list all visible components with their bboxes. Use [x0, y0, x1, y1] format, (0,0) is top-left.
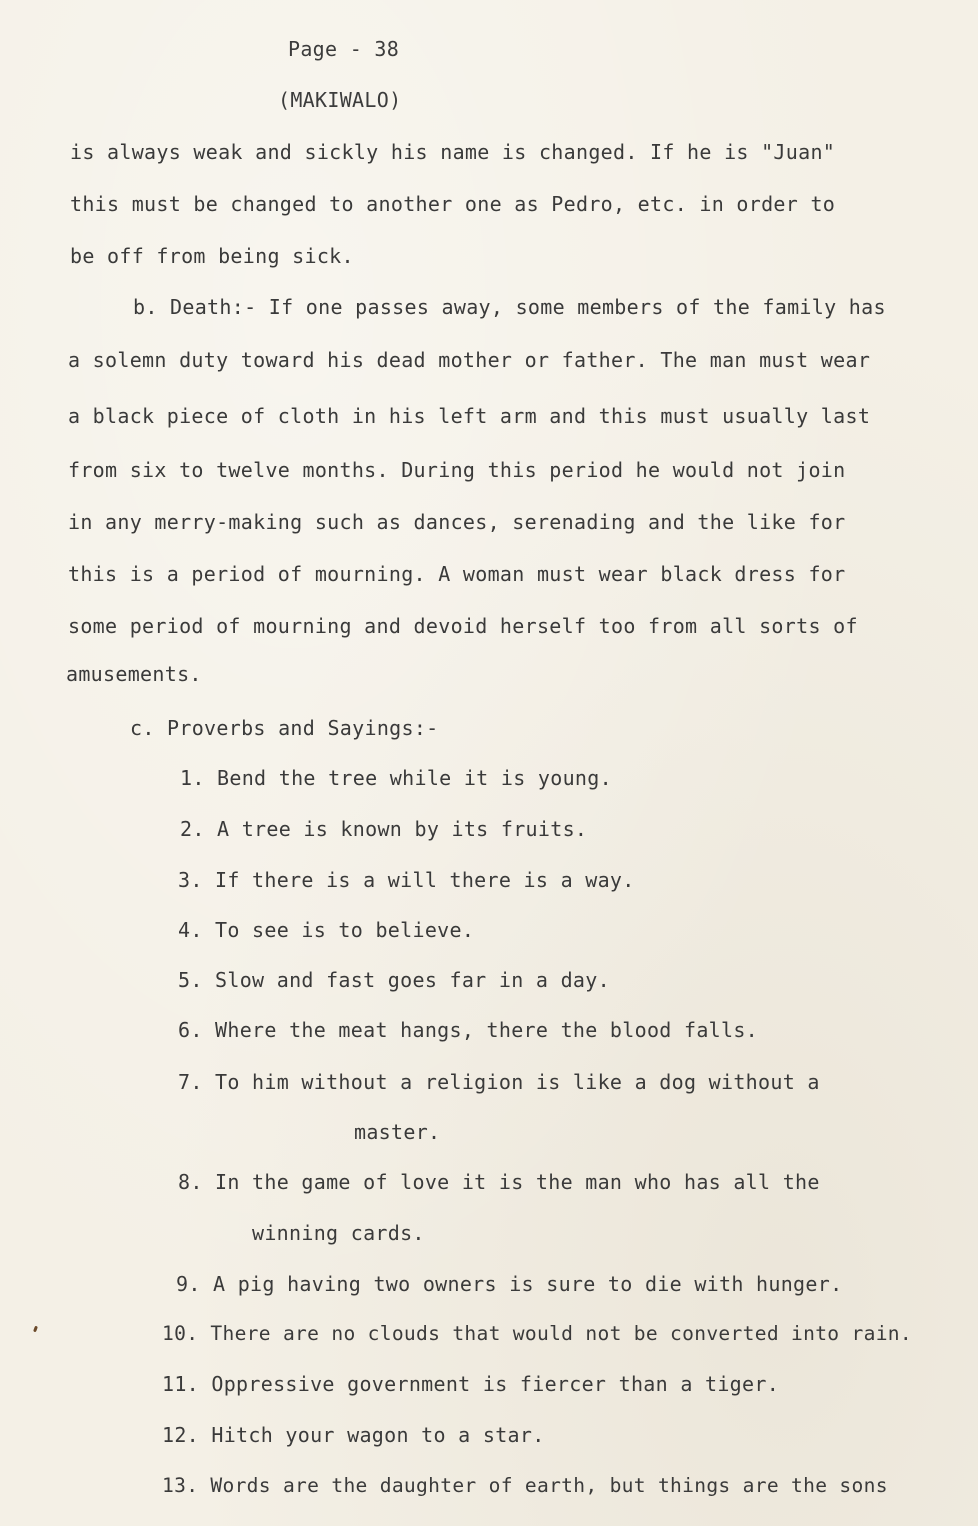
proverb-item: 10. There are no clouds that would not be converted into rain.: [162, 1322, 912, 1345]
body-line: a solemn duty toward his dead mother or father. The man must wear: [68, 348, 871, 372]
proverb-item: 4. To see is to believe.: [178, 918, 475, 942]
proverb-item: 2. A tree is known by its fruits.: [180, 817, 588, 841]
body-line: amusements.: [66, 662, 202, 686]
proverb-continuation: winning cards.: [252, 1221, 425, 1245]
body-line: in any merry-making such as dances, serenading and the like for: [68, 510, 846, 534]
proverb-continuation: master.: [354, 1120, 441, 1144]
section-heading: c. Proverbs and Sayings:-: [130, 716, 439, 740]
page-number: Page - 38: [288, 37, 400, 61]
paper-speck: [33, 1326, 38, 1333]
proverb-item: 13. Words are the daughter of earth, but things are the sons: [162, 1474, 888, 1497]
body-line: is always weak and sickly his name is changed. If he is "Juan": [70, 140, 836, 164]
proverb-item: 3. If there is a will there is a way.: [178, 868, 635, 892]
body-line: be off from being sick.: [70, 244, 354, 268]
body-line: from six to twelve months. During this period he would not join: [68, 458, 846, 482]
body-line: this is a period of mourning. A woman must wear black dress for: [68, 562, 846, 586]
proverb-item: 6. Where the meat hangs, there the blood falls.: [178, 1018, 759, 1042]
page-subtitle: (MAKIWALO): [278, 88, 402, 112]
proverb-item: 7. To him without a religion is like a dog without a: [178, 1070, 820, 1094]
proverb-item: 5. Slow and fast goes far in a day.: [178, 968, 610, 992]
body-line: b. Death:- If one passes away, some members of the family has: [133, 295, 886, 319]
proverb-item: 9. A pig having two owners is sure to die with hunger.: [176, 1272, 843, 1296]
body-line: a black piece of cloth in his left arm and this must usually last: [68, 404, 871, 428]
proverb-item: 8. In the game of love it is the man who has all the: [178, 1170, 820, 1194]
proverb-item: 11. Oppressive government is fiercer than a tiger.: [162, 1372, 780, 1396]
proverb-item: 12. Hitch your wagon to a star.: [162, 1423, 545, 1447]
body-line: some period of mourning and devoid herself too from all sorts of: [68, 614, 858, 638]
body-line: this must be changed to another one as Pedro, etc. in order to: [70, 192, 836, 216]
proverb-item: 1. Bend the tree while it is young.: [180, 766, 612, 790]
